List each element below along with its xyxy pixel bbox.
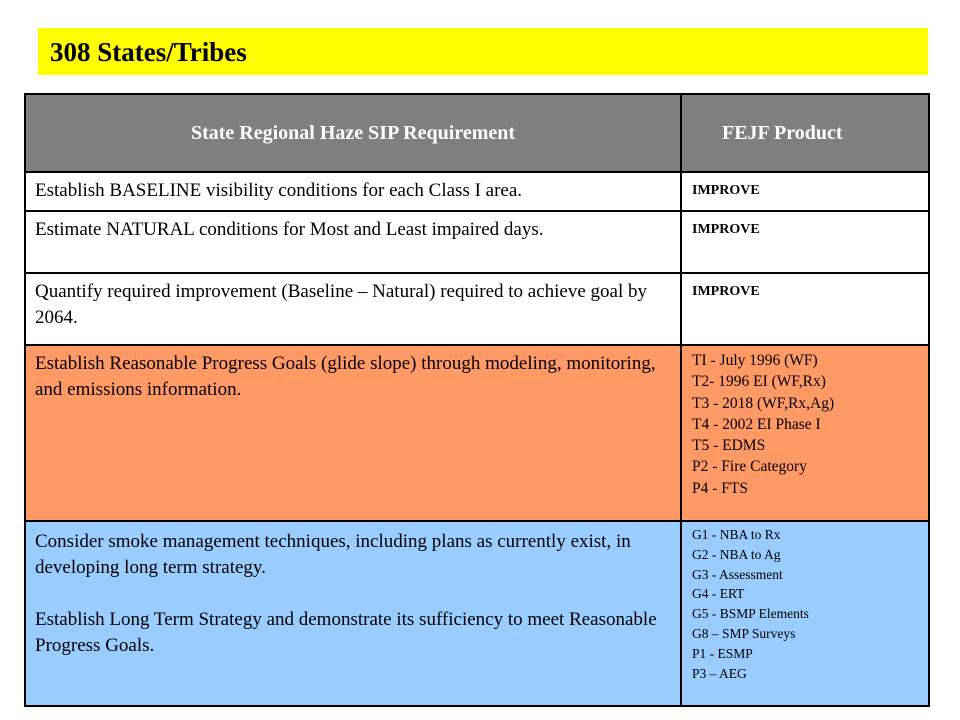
product-item: G3 - Assessment — [692, 566, 783, 582]
product-text: IMPROVE — [692, 222, 760, 237]
product-item: G8 – SMP Surveys — [692, 625, 796, 641]
requirement-text: Establish Long Term Strategy and demonstrate its sufficiency to meet Reasonable Progress Goals. — [35, 609, 657, 656]
product-column-header: FEJF Product — [681, 94, 929, 172]
product-item: T2- 1996 EI (WF,Rx) — [692, 373, 826, 391]
product-cell — [681, 273, 929, 345]
slide-title: 308 States/Tribes — [50, 37, 247, 67]
product-item: T4 - 2002 EI Phase I — [692, 415, 821, 433]
product-item: P1 - ESMP — [692, 645, 753, 661]
product-item: T3 - 2018 (WF,Rx,Ag) — [692, 394, 835, 412]
requirement-cell — [25, 345, 681, 521]
table-row — [25, 345, 929, 521]
product-text: IMPROVE — [692, 284, 760, 299]
requirement-text: Establish BASELINE visibility conditions for each Class I area. — [35, 180, 523, 201]
requirement-cell — [25, 521, 681, 706]
table-row — [25, 211, 929, 273]
product-cell — [681, 211, 929, 273]
table-row — [25, 172, 929, 211]
product-item: TI - July 1996 (WF) — [692, 352, 818, 369]
product-item: P3 – AEG — [692, 665, 747, 681]
product-item: P4 - FTS — [692, 479, 748, 497]
requirement-cell — [25, 273, 681, 345]
product-cell — [681, 521, 929, 706]
slide-title-bar — [38, 28, 928, 75]
table-header-row — [25, 94, 929, 172]
requirement-cell — [25, 211, 681, 273]
table-row — [25, 273, 929, 345]
requirement-text: Consider smoke management techniques, including plans as currently exist, in developing long term strategy. — [35, 531, 631, 578]
product-item: P2 - Fire Category — [692, 458, 807, 476]
requirement-text: Establish Reasonable Progress Goals (glide slope) through modeling, monitoring, and emissions information. — [35, 353, 656, 400]
product-cell — [681, 172, 929, 211]
product-item: G4 - ERT — [692, 586, 745, 602]
requirement-column-header: State Regional Haze SIP Requirement — [25, 94, 681, 172]
requirement-text: Quantify required improvement (Baseline – Natural) required to achieve goal by 2064. — [35, 281, 647, 328]
product-item: G2 - NBA to Ag — [692, 546, 781, 562]
requirements-table — [24, 93, 930, 707]
table-row — [25, 521, 929, 706]
product-item: G1 - NBA to Rx — [692, 527, 781, 542]
product-item: G5 - BSMP Elements — [692, 606, 809, 622]
requirement-text: Estimate NATURAL conditions for Most and Least impaired days. — [35, 219, 544, 240]
product-item: T5 - EDMS — [692, 437, 766, 455]
requirement-cell — [25, 172, 681, 211]
product-text: IMPROVE — [692, 183, 760, 198]
product-cell — [681, 345, 929, 521]
